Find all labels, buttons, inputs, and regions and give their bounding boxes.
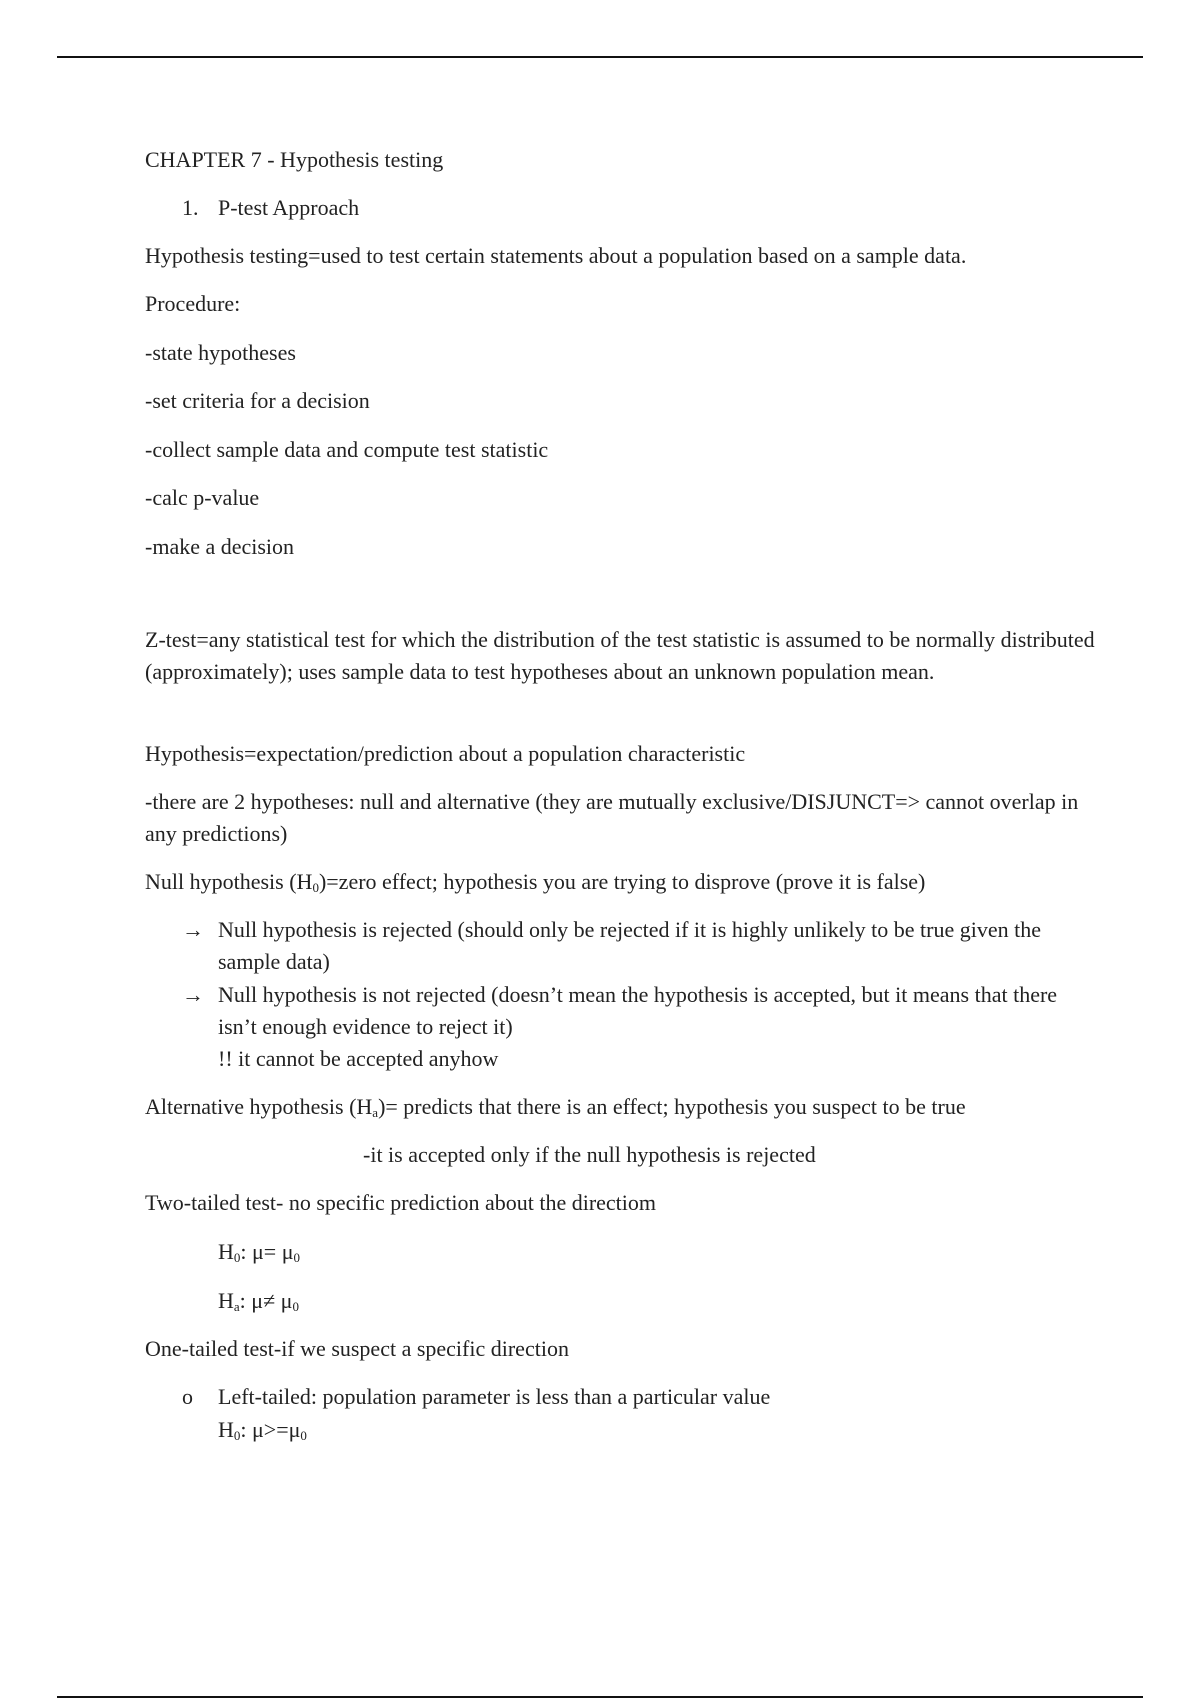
null-hypothesis-definition	[145, 866, 925, 898]
procedure-step: -set criteria for a decision	[145, 388, 370, 413]
alternative-note: -it is accepted only if the null hypothesis is rejected	[363, 1142, 816, 1167]
subscript: 0	[300, 1428, 307, 1443]
two-hypotheses-paragraph: -there are 2 hypotheses: null and alternative (they are mutually exclusive/DISJUNCT=> cannot overlap in any predictions)	[145, 789, 1079, 846]
two-tailed-heading: Two-tailed test- no specific prediction about the directiom	[145, 1190, 657, 1215]
ztest-paragraph: Z-test=any statistical test for which the distribution of the test statistic is assumed to be normally distributed (approximately); uses sample data to test hypotheses about an unknown population mean.	[145, 627, 1095, 684]
relation: : μ≠ μ	[239, 1288, 293, 1313]
two-tailed-null	[218, 1236, 300, 1268]
relation: : μ>=μ	[240, 1417, 301, 1442]
subscript: 0	[233, 1428, 241, 1443]
null-prefix: Null hypothesis (H	[145, 869, 313, 894]
symbol-h: H	[218, 1239, 234, 1264]
null-outcome-rejected: Null hypothesis is rejected (should only be rejected if it is highly unlikely to be true given the sample data)	[218, 917, 1041, 974]
null-outcome-note: !! it cannot be accepted anyhow	[218, 1046, 499, 1071]
alternative-hypothesis-definition	[145, 1091, 966, 1123]
symbol-h: H	[218, 1417, 234, 1442]
subscript: 0	[233, 1250, 241, 1265]
procedure-step: -collect sample data and compute test statistic	[145, 437, 549, 462]
symbol-h: H	[218, 1288, 234, 1313]
procedure-label: Procedure:	[145, 291, 241, 316]
procedure-step: -make a decision	[145, 534, 295, 559]
left-tailed-null	[218, 1414, 307, 1446]
subscript: 0	[293, 1250, 300, 1265]
subscript: 0	[292, 1299, 299, 1314]
definition-paragraph: Hypothesis testing=used to test certain statements about a population based on a sample data.	[145, 243, 967, 268]
relation: : μ= μ	[240, 1239, 294, 1264]
procedure-step: -calc p-value	[145, 485, 260, 510]
two-tailed-alternative	[218, 1285, 299, 1317]
null-outcome-not-rejected: Null hypothesis is not rejected (doesn’t mean the hypothesis is accepted, but it means that there isn’t enough evidence to reject it)	[218, 982, 1058, 1039]
arrow-icon: →	[182, 917, 204, 942]
arrow-icon: →	[182, 982, 204, 1007]
procedure-step: -state hypotheses	[145, 340, 296, 365]
hypothesis-definition: Hypothesis=expectation/prediction about a population characteristic	[145, 741, 746, 766]
alternative-suffix: )= predicts that there is an effect; hypothesis you suspect to be true	[378, 1094, 966, 1119]
subscript: a	[233, 1299, 240, 1314]
bullet-marker: o	[182, 1384, 193, 1409]
header-rule	[57, 56, 1143, 58]
footer-rule	[57, 1696, 1143, 1698]
section-heading: P-test Approach	[218, 195, 360, 220]
alternative-subscript: a	[372, 1105, 379, 1120]
page-title: CHAPTER 7 - Hypothesis testing	[145, 147, 444, 172]
null-suffix: )=zero effect; hypothesis you are trying to disprove (prove it is false)	[318, 869, 926, 894]
left-tailed-item: Left-tailed: population parameter is less than a particular value	[218, 1384, 771, 1409]
null-subscript: 0	[312, 880, 319, 895]
section-number: 1.	[182, 195, 199, 220]
one-tailed-heading: One-tailed test-if we suspect a specific direction	[145, 1336, 569, 1361]
alternative-prefix: Alternative hypothesis (H	[145, 1094, 373, 1119]
